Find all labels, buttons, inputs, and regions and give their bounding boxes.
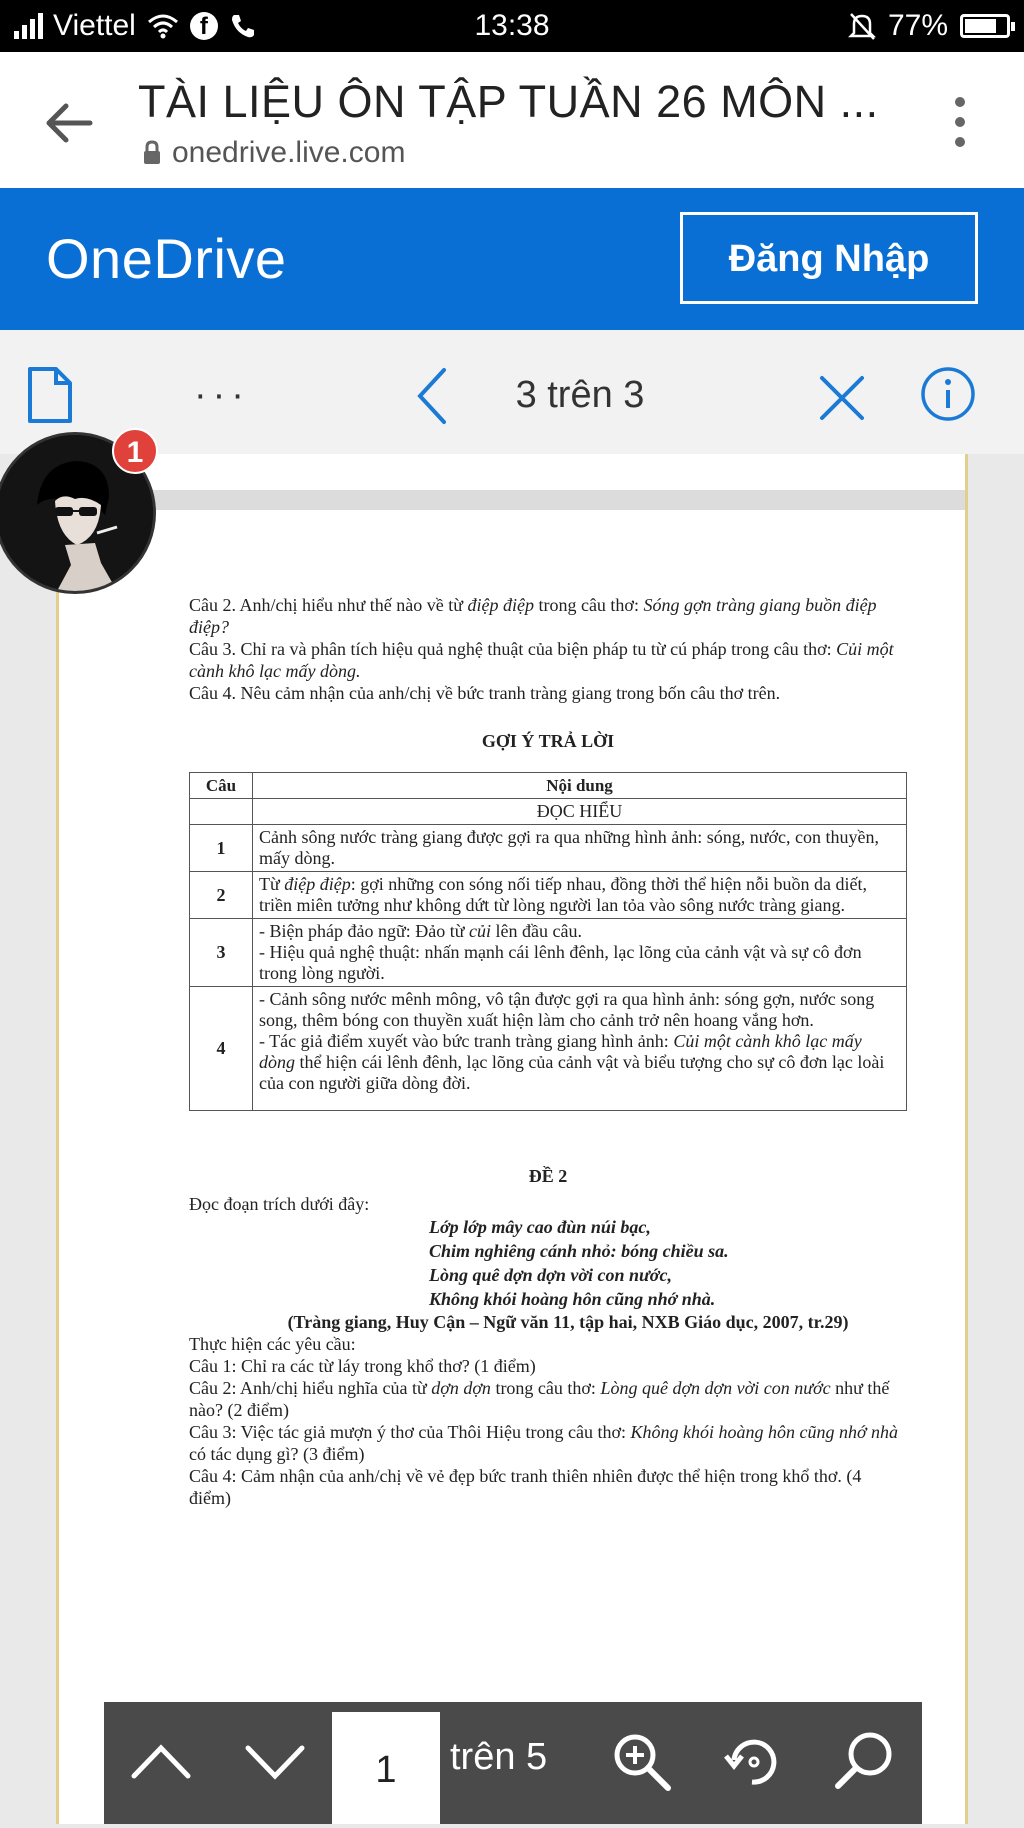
- page-total-label: trên 5: [450, 1736, 548, 1778]
- table-cell: 4: [190, 987, 253, 1111]
- sign-in-button[interactable]: Đăng Nhập: [680, 212, 978, 304]
- browser-header: [0, 52, 1024, 188]
- table-header: Câu: [190, 773, 253, 799]
- table-header: Nội dung: [253, 773, 907, 799]
- viewer-toolbar: [0, 330, 1024, 454]
- table-cell: 3: [190, 919, 253, 987]
- table-cell: Cảnh sông nước tràng giang được gợi ra qua những hình ảnh: sóng, nước, con thuyền, mấy dòng.: [253, 825, 907, 872]
- clock: 13:38: [474, 9, 550, 42]
- carrier-label: Viettel: [53, 9, 136, 42]
- chevron-up-icon[interactable]: [128, 1732, 194, 1792]
- battery-percent: 77%: [887, 9, 948, 42]
- bell-off-icon: [848, 11, 876, 41]
- poem-source: (Tràng giang, Huy Cận – Ngữ văn 11, tập hai, NXB Giáo dục, 2007, tr.29): [287, 1312, 849, 1332]
- table-header-row: [190, 773, 907, 799]
- answer-heading: GỢI Ý TRẢ LỜI: [481, 731, 615, 751]
- exam-question-1: Câu 1: Chỉ ra các từ láy trong khổ thơ? (1 điểm): [189, 1356, 536, 1376]
- url-bar[interactable]: [142, 136, 405, 170]
- table-row: [190, 919, 907, 987]
- poem-line: Không khói hoàng hôn cũng nhớ nhà.: [429, 1289, 716, 1309]
- onedrive-header: [0, 188, 1024, 330]
- back-arrow-icon[interactable]: [42, 96, 96, 150]
- answer-table: [189, 772, 907, 1111]
- question-3: Câu 3. Chỉ ra và phân tích hiệu quả nghệ thuật của biện pháp tu từ cú pháp trong câu thơ: Củi một cành khô lạc mấy dòng.: [189, 639, 894, 681]
- table-row: [190, 987, 907, 1111]
- kebab-menu-icon[interactable]: [954, 94, 966, 150]
- table-section-label: ĐỌC HIỂU: [253, 799, 907, 825]
- exam-2-heading: ĐỀ 2: [528, 1166, 568, 1186]
- info-icon[interactable]: [920, 366, 976, 422]
- document-content: [189, 594, 907, 1509]
- document-page[interactable]: [56, 454, 968, 1824]
- page-counter: 3 trên 3: [515, 374, 645, 416]
- page-title: TÀI LIỆU ÔN TẬP TUẦN 26 MÔN ...: [138, 76, 879, 127]
- table-cell: Từ điệp điệp: gợi những con sóng nối tiếp nhau, đồng thời thể hiện nỗi buồn da diết, triền miên tưởng như không dứt từ lòng người lan tỏa vào sông nước tràng giang.: [253, 872, 907, 919]
- page-separator: [59, 490, 965, 510]
- poem-line: Chim nghiêng cánh nhỏ: bóng chiều sa.: [429, 1241, 729, 1261]
- table-cell: 2: [190, 872, 253, 919]
- more-options-button[interactable]: ···: [194, 374, 250, 416]
- facebook-icon: f: [190, 12, 218, 40]
- notification-badge: 1: [112, 428, 158, 474]
- exam-question-3: Câu 3: Việc tác giả mượn ý thơ của Thôi Hiệu trong câu thơ: Không khói hoàng hôn cũng nhớ nhà có tác dụng gì? (3 điểm): [189, 1422, 899, 1464]
- status-bar: [0, 0, 1024, 52]
- poem: [429, 1215, 907, 1311]
- table-cell: - Cảnh sông nước mênh mông, vô tận được gợi ra qua hình ảnh: sóng gợn, nước song song, thêm bóng con thuyền xuất hiện làm cho cảnh trở nên hoang vắng hơn. - Tác giả điểm xuyết vào bức tranh tràng giang hình ảnh: Củi một cành khô lạc mấy dòng thể hiện cái lênh đênh, lạc lõng của cảnh vật và biểu tượng cho sự cô đơn lạc loài của con người giữa dòng đời.: [253, 987, 907, 1111]
- page-navigator: [104, 1702, 922, 1824]
- table-cell: - Biện pháp đảo ngữ: Đảo từ củi lên đầu câu. - Hiệu quả nghệ thuật: nhấn mạnh cái lênh đênh, lạc lõng của cảnh vật và sự cô đơn trong lòng người.: [253, 919, 907, 987]
- rotate-icon[interactable]: [722, 1730, 784, 1792]
- table-cell: 1: [190, 825, 253, 872]
- onedrive-logo[interactable]: OneDrive: [46, 227, 287, 290]
- zoom-in-icon[interactable]: [610, 1730, 672, 1792]
- previous-chevron-icon[interactable]: [412, 366, 452, 426]
- chevron-down-icon[interactable]: [242, 1732, 308, 1792]
- file-icon[interactable]: [26, 366, 74, 424]
- read-instruction: Đọc đoạn trích dưới đây:: [189, 1194, 370, 1214]
- question-2: Câu 2. Anh/chị hiểu như thế nào về từ điệp điệp trong câu thơ: Sóng gợn tràng giang buồn điệp điệp?: [189, 595, 877, 637]
- lock-icon: [142, 140, 162, 166]
- search-icon[interactable]: [830, 1728, 896, 1794]
- page-number-input[interactable]: 1: [332, 1712, 440, 1824]
- table-row: [190, 799, 907, 825]
- close-icon[interactable]: [818, 374, 866, 422]
- battery-icon: [960, 14, 1010, 38]
- url-text: onedrive.live.com: [172, 136, 406, 169]
- poem-line: Lòng quê dợn dợn vời con nước,: [429, 1265, 672, 1285]
- table-row: [190, 825, 907, 872]
- requirements-label: Thực hiện các yêu cầu:: [189, 1334, 356, 1354]
- table-row: [190, 872, 907, 919]
- question-4: Câu 4. Nêu cảm nhận của anh/chị về bức tranh tràng giang trong bốn câu thơ trên.: [189, 683, 781, 703]
- exam-question-4: Câu 4: Cảm nhận của anh/chị về vẻ đẹp bức tranh thiên nhiên được thể hiện trong khổ thơ. (4 điểm): [189, 1466, 862, 1508]
- poem-line: Lớp lớp mây cao đùn núi bạc,: [429, 1217, 651, 1237]
- exam-question-2: Câu 2: Anh/chị hiểu nghĩa của từ dợn dợn trong câu thơ: Lòng quê dợn dợn vời con nước như thế nào? (2 điểm): [189, 1378, 890, 1420]
